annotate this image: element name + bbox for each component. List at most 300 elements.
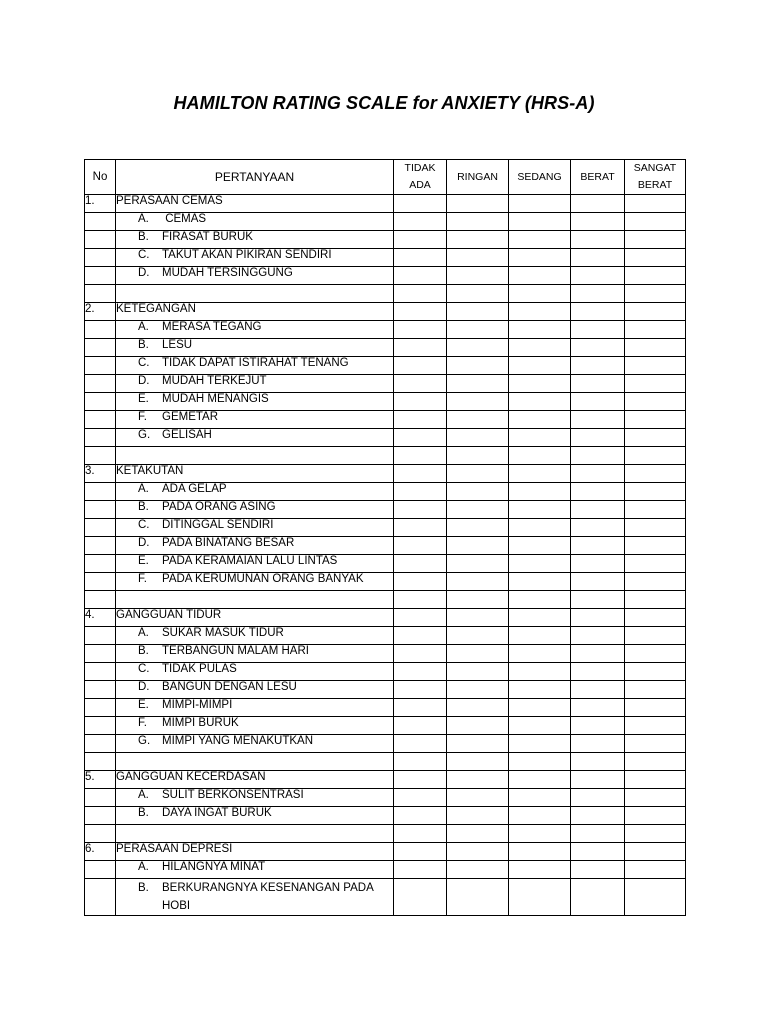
rating-cell-sedang[interactable] [509, 771, 571, 789]
rating-cell-tidak-ada[interactable] [394, 213, 447, 231]
rating-cell-berat[interactable] [571, 393, 625, 411]
item-question-cell [116, 339, 394, 357]
rating-cell-sedang[interactable] [509, 681, 571, 699]
item-letter: B. [138, 882, 149, 894]
rating-cell-berat[interactable] [571, 519, 625, 537]
rating-cell-sedang[interactable] [509, 285, 571, 303]
rating-cell-sedang[interactable] [509, 735, 571, 753]
blank-cell [85, 447, 116, 465]
item-letter: A. [138, 627, 149, 639]
rating-cell-tidak-ada[interactable] [394, 843, 447, 861]
rating-cell-ringan[interactable] [447, 861, 509, 879]
rating-cell-tidak-ada[interactable] [394, 681, 447, 699]
rating-cell-berat[interactable] [571, 879, 625, 916]
item-question-cell [116, 879, 394, 916]
section-number: 6. [85, 843, 116, 861]
rating-cell-sangat-berat[interactable] [625, 339, 686, 357]
item-text: HILANGNYA MINAT [162, 861, 266, 873]
rating-cell-berat[interactable] [571, 231, 625, 249]
rating-cell-ringan[interactable] [447, 249, 509, 267]
rating-cell-tidak-ada[interactable] [394, 267, 447, 285]
section-number: 4. [85, 609, 116, 627]
rating-cell-tidak-ada[interactable] [394, 303, 447, 321]
header-sangat-berat-line2: BERAT [637, 179, 673, 191]
item-text: MUDAH TERKEJUT [162, 375, 267, 387]
rating-cell-sedang[interactable] [509, 411, 571, 429]
rating-cell-ringan[interactable] [447, 285, 509, 303]
rating-cell-ringan[interactable] [447, 753, 509, 771]
item-number-cell [85, 555, 116, 573]
rating-cell-sedang[interactable] [509, 843, 571, 861]
rating-cell-sangat-berat[interactable] [625, 735, 686, 753]
item-number-cell [85, 681, 116, 699]
rating-cell-sangat-berat[interactable] [625, 249, 686, 267]
rating-cell-tidak-ada[interactable] [394, 537, 447, 555]
item-text: PADA KERUMUNAN ORANG BANYAK [162, 573, 364, 585]
item-number-cell [85, 735, 116, 753]
rating-cell-tidak-ada[interactable] [394, 555, 447, 573]
rating-cell-sangat-berat[interactable] [625, 483, 686, 501]
section-label: GANGGUAN TIDUR [116, 609, 394, 627]
rating-cell-ringan[interactable] [447, 429, 509, 447]
item-text: BERKURANGNYA KESENANGAN PADA HOBI [162, 882, 374, 912]
rating-cell-sangat-berat[interactable] [625, 591, 686, 609]
rating-cell-berat[interactable] [571, 753, 625, 771]
rating-cell-ringan[interactable] [447, 879, 509, 916]
rating-cell-tidak-ada[interactable] [394, 231, 447, 249]
rating-cell-sangat-berat[interactable] [625, 771, 686, 789]
rating-cell-sangat-berat[interactable] [625, 519, 686, 537]
rating-cell-sangat-berat[interactable] [625, 843, 686, 861]
rating-cell-berat[interactable] [571, 807, 625, 825]
item-letter: C. [138, 357, 150, 369]
item-row [85, 501, 686, 519]
rating-cell-tidak-ada[interactable] [394, 717, 447, 735]
item-row [85, 645, 686, 663]
rating-cell-ringan[interactable] [447, 717, 509, 735]
item-letter: A. [138, 861, 149, 873]
rating-cell-sedang[interactable] [509, 447, 571, 465]
rating-cell-sedang[interactable] [509, 231, 571, 249]
item-question-cell [116, 699, 394, 717]
rating-cell-sangat-berat[interactable] [625, 663, 686, 681]
rating-cell-sangat-berat[interactable] [625, 573, 686, 591]
rating-cell-sedang[interactable] [509, 465, 571, 483]
rating-cell-sedang[interactable] [509, 321, 571, 339]
item-text: GELISAH [162, 429, 212, 441]
item-text: GEMETAR [162, 411, 219, 423]
item-text: TERBANGUN MALAM HARI [162, 645, 309, 657]
rating-cell-ringan[interactable] [447, 591, 509, 609]
item-question-cell [116, 393, 394, 411]
item-number-cell [85, 411, 116, 429]
rating-cell-sedang[interactable] [509, 555, 571, 573]
rating-cell-tidak-ada[interactable] [394, 663, 447, 681]
item-row [85, 375, 686, 393]
rating-cell-sangat-berat[interactable] [625, 303, 686, 321]
item-text: DAYA INGAT BURUK [162, 807, 272, 819]
item-question-cell [116, 861, 394, 879]
rating-cell-sangat-berat[interactable] [625, 393, 686, 411]
rating-cell-sedang[interactable] [509, 627, 571, 645]
item-letter: A. [138, 789, 149, 801]
rating-cell-tidak-ada[interactable] [394, 339, 447, 357]
rating-cell-tidak-ada[interactable] [394, 771, 447, 789]
rating-cell-sedang[interactable] [509, 375, 571, 393]
rating-cell-ringan[interactable] [447, 699, 509, 717]
rating-cell-berat[interactable] [571, 195, 625, 213]
section-label: PERASAAN DEPRESI [116, 843, 394, 861]
rating-cell-berat[interactable] [571, 699, 625, 717]
rating-cell-ringan[interactable] [447, 303, 509, 321]
rating-cell-berat[interactable] [571, 321, 625, 339]
item-text: FIRASAT BURUK [162, 231, 253, 243]
rating-cell-ringan[interactable] [447, 825, 509, 843]
rating-cell-tidak-ada[interactable] [394, 825, 447, 843]
item-row [85, 393, 686, 411]
rating-cell-berat[interactable] [571, 573, 625, 591]
rating-cell-sangat-berat[interactable] [625, 699, 686, 717]
rating-cell-sedang[interactable] [509, 213, 571, 231]
rating-cell-sangat-berat[interactable] [625, 609, 686, 627]
item-question-cell [116, 573, 394, 591]
rating-cell-ringan[interactable] [447, 573, 509, 591]
rating-cell-sangat-berat[interactable] [625, 447, 686, 465]
item-letter: E. [138, 555, 149, 567]
rating-cell-berat[interactable] [571, 591, 625, 609]
rating-cell-sedang[interactable] [509, 861, 571, 879]
rating-cell-ringan[interactable] [447, 375, 509, 393]
item-number-cell [85, 339, 116, 357]
rating-cell-berat[interactable] [571, 375, 625, 393]
rating-cell-tidak-ada[interactable] [394, 753, 447, 771]
rating-cell-tidak-ada[interactable] [394, 735, 447, 753]
blank-row [85, 825, 686, 843]
rating-cell-sangat-berat[interactable] [625, 357, 686, 375]
rating-cell-sangat-berat[interactable] [625, 681, 686, 699]
item-question-cell [116, 537, 394, 555]
rating-cell-sedang[interactable] [509, 393, 571, 411]
rating-cell-sangat-berat[interactable] [625, 537, 686, 555]
rating-cell-ringan[interactable] [447, 483, 509, 501]
rating-cell-sedang[interactable] [509, 573, 571, 591]
item-text: PADA ORANG ASING [162, 501, 276, 513]
rating-cell-berat[interactable] [571, 645, 625, 663]
item-number-cell [85, 663, 116, 681]
rating-cell-sedang[interactable] [509, 879, 571, 916]
rating-cell-sedang[interactable] [509, 699, 571, 717]
rating-cell-tidak-ada[interactable] [394, 483, 447, 501]
rating-cell-tidak-ada[interactable] [394, 285, 447, 303]
rating-cell-ringan[interactable] [447, 663, 509, 681]
page-title: HAMILTON RATING SCALE for ANXIETY (HRS-A) [173, 93, 595, 113]
rating-cell-sangat-berat[interactable] [625, 645, 686, 663]
rating-cell-berat[interactable] [571, 213, 625, 231]
rating-cell-tidak-ada[interactable] [394, 699, 447, 717]
rating-cell-sedang[interactable] [509, 645, 571, 663]
rating-cell-berat[interactable] [571, 861, 625, 879]
item-letter: D. [138, 267, 150, 279]
rating-cell-ringan[interactable] [447, 411, 509, 429]
item-number-cell [85, 573, 116, 591]
rating-cell-berat[interactable] [571, 357, 625, 375]
rating-cell-ringan[interactable] [447, 735, 509, 753]
item-question-cell [116, 645, 394, 663]
rating-cell-sangat-berat[interactable] [625, 879, 686, 916]
rating-cell-tidak-ada[interactable] [394, 591, 447, 609]
rating-cell-ringan[interactable] [447, 519, 509, 537]
rating-cell-sangat-berat[interactable] [625, 213, 686, 231]
rating-cell-ringan[interactable] [447, 627, 509, 645]
rating-cell-sangat-berat[interactable] [625, 501, 686, 519]
rating-cell-ringan[interactable] [447, 843, 509, 861]
item-letter: E. [138, 699, 149, 711]
header-question: PERTANYAAN [116, 160, 394, 195]
item-question-cell [116, 411, 394, 429]
rating-cell-tidak-ada[interactable] [394, 519, 447, 537]
rating-cell-berat[interactable] [571, 303, 625, 321]
rating-cell-sangat-berat[interactable] [625, 375, 686, 393]
section-label: PERASAAN CEMAS [116, 195, 394, 213]
blank-cell [116, 447, 394, 465]
rating-cell-berat[interactable] [571, 411, 625, 429]
item-question-cell [116, 357, 394, 375]
rating-cell-sangat-berat[interactable] [625, 285, 686, 303]
rating-cell-tidak-ada[interactable] [394, 879, 447, 916]
item-question-cell [116, 807, 394, 825]
rating-cell-sedang[interactable] [509, 663, 571, 681]
item-number-cell [85, 627, 116, 645]
rating-cell-berat[interactable] [571, 339, 625, 357]
item-number-cell [85, 213, 116, 231]
rating-cell-sedang[interactable] [509, 339, 571, 357]
item-number-cell [85, 645, 116, 663]
rating-cell-ringan[interactable] [447, 555, 509, 573]
rating-cell-ringan[interactable] [447, 609, 509, 627]
rating-cell-ringan[interactable] [447, 321, 509, 339]
rating-cell-tidak-ada[interactable] [394, 375, 447, 393]
rating-cell-ringan[interactable] [447, 213, 509, 231]
item-text: MIMPI-MIMPI [162, 699, 233, 711]
item-letter: C. [138, 663, 150, 675]
rating-cell-sangat-berat[interactable] [625, 465, 686, 483]
item-text: PADA KERAMAIAN LALU LINTAS [162, 555, 338, 567]
item-letter: A. [138, 321, 149, 333]
item-number-cell [85, 699, 116, 717]
rating-cell-sedang[interactable] [509, 825, 571, 843]
rating-cell-ringan[interactable] [447, 267, 509, 285]
item-number-cell [85, 483, 116, 501]
rating-cell-tidak-ada[interactable] [394, 195, 447, 213]
item-number-cell [85, 807, 116, 825]
item-letter: B. [138, 501, 149, 513]
rating-cell-berat[interactable] [571, 789, 625, 807]
item-number-cell [85, 501, 116, 519]
rating-cell-berat[interactable] [571, 285, 625, 303]
rating-cell-berat[interactable] [571, 555, 625, 573]
item-text: LESU [162, 339, 193, 351]
rating-cell-sedang[interactable] [509, 303, 571, 321]
rating-cell-tidak-ada[interactable] [394, 861, 447, 879]
rating-cell-ringan[interactable] [447, 447, 509, 465]
rating-cell-tidak-ada[interactable] [394, 357, 447, 375]
item-letter: F. [138, 717, 147, 729]
rating-cell-sangat-berat[interactable] [625, 717, 686, 735]
rating-cell-berat[interactable] [571, 465, 625, 483]
rating-cell-berat[interactable] [571, 681, 625, 699]
item-text: TAKUT AKAN PIKIRAN SENDIRI [162, 249, 332, 261]
rating-cell-sangat-berat[interactable] [625, 753, 686, 771]
item-text: ADA GELAP [162, 483, 227, 495]
rating-cell-sangat-berat[interactable] [625, 321, 686, 339]
rating-cell-tidak-ada[interactable] [394, 321, 447, 339]
item-letter: B. [138, 645, 149, 657]
rating-cell-sangat-berat[interactable] [625, 861, 686, 879]
item-question-cell [116, 681, 394, 699]
item-row [85, 249, 686, 267]
rating-cell-berat[interactable] [571, 627, 625, 645]
item-text: CEMAS [162, 213, 207, 225]
rating-cell-sedang[interactable] [509, 267, 571, 285]
rating-cell-ringan[interactable] [447, 357, 509, 375]
item-question-cell [116, 519, 394, 537]
rating-cell-tidak-ada[interactable] [394, 393, 447, 411]
rating-cell-berat[interactable] [571, 249, 625, 267]
rating-cell-ringan[interactable] [447, 645, 509, 663]
rating-cell-sedang[interactable] [509, 537, 571, 555]
section-row [85, 465, 686, 483]
item-row [85, 663, 686, 681]
rating-cell-sangat-berat[interactable] [625, 411, 686, 429]
rating-cell-ringan[interactable] [447, 807, 509, 825]
blank-cell [116, 753, 394, 771]
rating-cell-ringan[interactable] [447, 231, 509, 249]
section-number: 2. [85, 303, 116, 321]
item-question-cell [116, 663, 394, 681]
rating-cell-tidak-ada[interactable] [394, 627, 447, 645]
rating-cell-ringan[interactable] [447, 393, 509, 411]
rating-cell-sedang[interactable] [509, 609, 571, 627]
rating-cell-sedang[interactable] [509, 483, 571, 501]
item-row [85, 267, 686, 285]
item-number-cell [85, 231, 116, 249]
rating-cell-berat[interactable] [571, 501, 625, 519]
rating-cell-tidak-ada[interactable] [394, 465, 447, 483]
item-row [85, 699, 686, 717]
rating-cell-ringan[interactable] [447, 681, 509, 699]
item-question-cell [116, 483, 394, 501]
rating-cell-tidak-ada[interactable] [394, 645, 447, 663]
rating-cell-ringan[interactable] [447, 537, 509, 555]
rating-cell-sedang[interactable] [509, 753, 571, 771]
rating-cell-ringan[interactable] [447, 771, 509, 789]
rating-cell-berat[interactable] [571, 537, 625, 555]
item-number-cell [85, 537, 116, 555]
rating-cell-ringan[interactable] [447, 789, 509, 807]
item-row [85, 411, 686, 429]
blank-cell [116, 591, 394, 609]
item-question-cell [116, 429, 394, 447]
rating-cell-sangat-berat[interactable] [625, 807, 686, 825]
rating-cell-sangat-berat[interactable] [625, 555, 686, 573]
section-label: GANGGUAN KECERDASAN [116, 771, 394, 789]
blank-cell [116, 285, 394, 303]
rating-cell-berat[interactable] [571, 717, 625, 735]
rating-cell-tidak-ada[interactable] [394, 411, 447, 429]
blank-cell [116, 825, 394, 843]
rating-cell-sangat-berat[interactable] [625, 267, 686, 285]
rating-cell-berat[interactable] [571, 483, 625, 501]
rating-cell-sangat-berat[interactable] [625, 789, 686, 807]
rating-cell-ringan[interactable] [447, 501, 509, 519]
section-label: KETEGANGAN [116, 303, 394, 321]
rating-cell-tidak-ada[interactable] [394, 573, 447, 591]
item-number-cell [85, 429, 116, 447]
rating-cell-berat[interactable] [571, 843, 625, 861]
rating-cell-sedang[interactable] [509, 249, 571, 267]
rating-cell-tidak-ada[interactable] [394, 447, 447, 465]
rating-cell-sedang[interactable] [509, 195, 571, 213]
rating-cell-sedang[interactable] [509, 717, 571, 735]
rating-cell-sedang[interactable] [509, 357, 571, 375]
item-row [85, 357, 686, 375]
item-letter: C. [138, 519, 150, 531]
rating-cell-berat[interactable] [571, 825, 625, 843]
rating-cell-ringan[interactable] [447, 339, 509, 357]
item-letter: A. [138, 213, 149, 225]
rating-cell-berat[interactable] [571, 735, 625, 753]
rating-cell-sedang[interactable] [509, 429, 571, 447]
rating-cell-sedang[interactable] [509, 591, 571, 609]
rating-cell-ringan[interactable] [447, 465, 509, 483]
rating-cell-tidak-ada[interactable] [394, 249, 447, 267]
rating-cell-sangat-berat[interactable] [625, 195, 686, 213]
rating-cell-tidak-ada[interactable] [394, 501, 447, 519]
rating-cell-berat[interactable] [571, 771, 625, 789]
blank-cell [85, 825, 116, 843]
rating-cell-berat[interactable] [571, 663, 625, 681]
rating-cell-sangat-berat[interactable] [625, 825, 686, 843]
header-tidak-ada-line1: TIDAK [404, 162, 436, 174]
rating-cell-sedang[interactable] [509, 789, 571, 807]
rating-cell-ringan[interactable] [447, 195, 509, 213]
rating-cell-berat[interactable] [571, 267, 625, 285]
rating-cell-tidak-ada[interactable] [394, 807, 447, 825]
rating-cell-tidak-ada[interactable] [394, 609, 447, 627]
rating-cell-sangat-berat[interactable] [625, 231, 686, 249]
rating-cell-sedang[interactable] [509, 519, 571, 537]
item-row [85, 627, 686, 645]
item-row [85, 735, 686, 753]
rating-cell-sedang[interactable] [509, 807, 571, 825]
rating-cell-sedang[interactable] [509, 501, 571, 519]
rating-cell-tidak-ada[interactable] [394, 429, 447, 447]
item-row [85, 879, 686, 916]
rating-cell-sangat-berat[interactable] [625, 429, 686, 447]
rating-cell-berat[interactable] [571, 609, 625, 627]
rating-cell-tidak-ada[interactable] [394, 789, 447, 807]
header-tidak-ada [394, 160, 447, 195]
item-number-cell [85, 357, 116, 375]
rating-cell-sangat-berat[interactable] [625, 627, 686, 645]
item-text: TIDAK PULAS [162, 663, 237, 675]
table-header-row [85, 160, 686, 195]
header-sangat-berat [625, 160, 686, 195]
item-letter: D. [138, 681, 150, 693]
rating-cell-berat[interactable] [571, 447, 625, 465]
rating-cell-berat[interactable] [571, 429, 625, 447]
header-berat: BERAT [571, 160, 625, 195]
